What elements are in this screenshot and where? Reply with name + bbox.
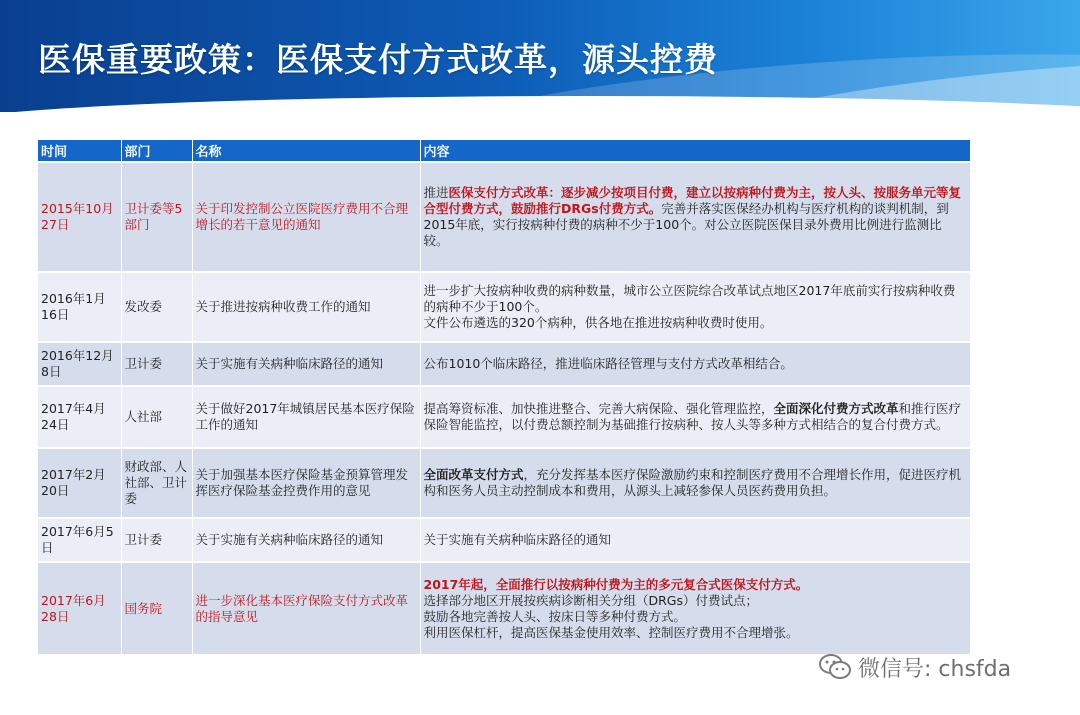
table-row	[38, 272, 970, 342]
row-dept: 卫计委	[121, 342, 192, 386]
content-segment: 完善并落实医保经办机构与医疗机构的谈判机制，到2015年底，实行按病种付费的病种不少于100个。对公立医院医保目录外费用比例进行监测比较。	[423, 201, 949, 248]
row-name: 关于实施有关病种临床路径的通知	[192, 342, 420, 386]
row-content	[420, 448, 970, 518]
content-segment: 选择部分地区开展按疾病诊断相关分组（DRGs）付费试点；	[423, 592, 759, 608]
row-date: 2015年10月27日	[38, 162, 121, 272]
row-name: 关于推进按病种收费工作的通知	[192, 272, 420, 342]
row-dept: 国务院	[121, 562, 192, 654]
content-segment: 关于实施有关病种临床路径的通知	[423, 532, 612, 547]
row-name: 关于印发控制公立医院医疗费用不合理增长的若干意见的通知	[192, 162, 420, 272]
column-header-content: 内容	[420, 140, 970, 162]
content-segment: 和推行医疗保险智能监控，以付费总额控制为基础推行按病种、按人头等多种方式相结合的复合付费方式。	[423, 401, 962, 432]
row-date: 2016年12月8日	[38, 342, 121, 386]
table-row	[38, 342, 970, 386]
table-header-row	[38, 140, 970, 162]
policy-table	[38, 140, 971, 654]
row-content	[420, 386, 970, 448]
row-date: 2017年2月20日	[38, 448, 121, 518]
column-header-dept: 部门	[121, 140, 192, 162]
row-dept: 卫计委	[121, 518, 192, 562]
content-segment: 全面深化付费方式改革	[773, 401, 899, 416]
content-segment: 全面改革支付方式	[423, 467, 524, 482]
content-segment: ，充分发挥基本医疗保险激励约束和控制医疗费用不合理增长作用，促进医疗机构和医务人员主动控制成本和费用，从源头上减轻参保人员医药费用负担。	[423, 467, 962, 498]
row-date: 2017年6月5日	[38, 518, 121, 562]
row-name: 关于做好2017年城镇居民基本医疗保险工作的通知	[192, 386, 420, 448]
content-segment: 进一步扩大按病种收费的病种数量，城市公立医院综合改革试点地区2017年底前实行按病种收费的病种不少于100个。	[423, 283, 956, 314]
row-content	[420, 272, 970, 342]
table-row	[38, 448, 970, 518]
watermark	[818, 652, 1011, 682]
content-segment: 推进	[423, 185, 449, 200]
content-segment: 文件公布遴选的320个病种，供各地在推进按病种收费时使用。	[423, 315, 773, 330]
page-title: 医保重要政策：医保支付方式改革，源头控费	[38, 40, 718, 79]
table-row	[38, 386, 970, 448]
row-date: 2017年6月28日	[38, 562, 121, 654]
content-segment: 公布1010个临床路径，推进临床路径管理与支付方式改革相结合。	[423, 356, 793, 371]
row-content	[420, 162, 970, 272]
column-header-name: 名称	[192, 140, 420, 162]
row-content	[420, 518, 970, 562]
content-segment: 医保支付方式改革：逐步减少按项目付费，建立以按病种付费为主，按人头、按服务单元等复合型付费方式，鼓励推行DRGs付费方式。	[423, 185, 962, 216]
content-segment: 2017年起，全面推行以按病种付费为主的多元复合式医保支付方式。	[423, 576, 809, 592]
row-date: 2016年1月16日	[38, 272, 121, 342]
row-name: 进一步深化基本医疗保险支付方式改革的指导意见	[192, 562, 420, 654]
row-name: 关于加强基本医疗保险基金预算管理发挥医疗保险基金控费作用的意见	[192, 448, 420, 518]
column-header-date: 时间	[38, 140, 121, 162]
row-name: 关于实施有关病种临床路径的通知	[192, 518, 420, 562]
content-segment: 提高筹资标准、加快推进整合、完善大病保险、强化管理监控，	[423, 401, 774, 416]
row-content	[420, 342, 970, 386]
row-dept: 人社部	[121, 386, 192, 448]
row-date: 2017年4月24日	[38, 386, 121, 448]
row-dept: 发改委	[121, 272, 192, 342]
content-segment: 鼓励各地完善按人头、按床日等多种付费方式。	[423, 608, 687, 624]
watermark-text: 微信号: chsfda	[858, 656, 1012, 682]
row-content	[420, 562, 970, 654]
row-dept: 财政部、人社部、卫计委	[121, 448, 192, 518]
content-segment: 利用医保杠杆，提高医保基金使用效率、控制医疗费用不合理增张。	[423, 624, 799, 640]
wechat-icon	[818, 653, 852, 681]
table-row	[38, 518, 970, 562]
row-dept: 卫计委等5部门	[121, 162, 192, 272]
table-row	[38, 162, 970, 272]
table-row	[38, 562, 970, 654]
